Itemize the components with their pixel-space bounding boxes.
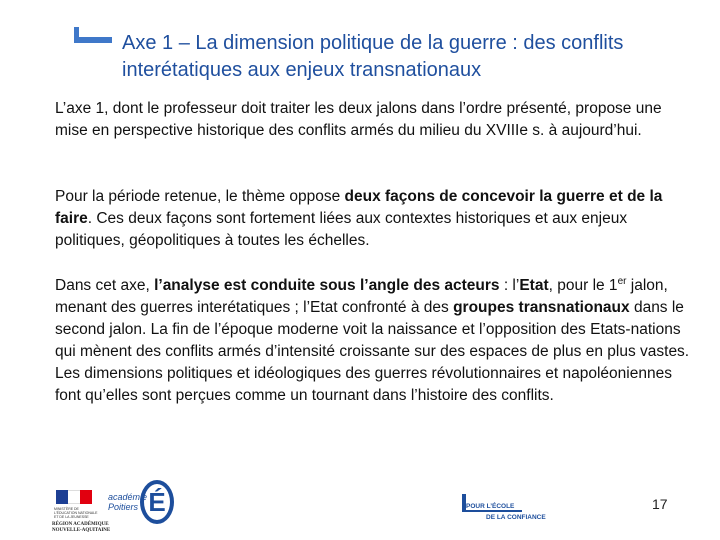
ecole-confiance-logo-icon (462, 494, 582, 528)
paragraph-theme (55, 186, 695, 252)
ecole-logo-bar-horizontal (462, 510, 522, 512)
ecole-logo-line-2: DE LA CONFIANCE (486, 514, 546, 521)
ecole-logo-line-1: POUR L’ÉCOLE (466, 503, 515, 510)
paragraph-theme-text-1: Pour la période retenue, le thème oppose (55, 188, 345, 205)
slide-title: Axe 1 – La dimension politique de la guerre : des conflits interétatiques aux enjeux transnationaux (122, 32, 624, 81)
academie-line-1: académie (108, 492, 148, 502)
paragraph-actors-text-4: jalon, menant des guerres interétatiques ; l’Etat confronté à des (55, 277, 668, 316)
flag-icon (56, 490, 92, 504)
footer-logos (52, 478, 192, 538)
paragraph-actors-bold-3: groupes transnationaux (453, 299, 630, 316)
paragraph-actors-text-2: : l’ (499, 277, 520, 294)
paragraph-actors-text-5: dans le second jalon. La fin de l’époque moderne voit la naissance et l’opposition des Etats-nations qui mènent des conflits armés d’intensité croissante sur des espaces de plus en plus vastes. Les dimensions politiques et idéologiques des guerres révolutionnaires et napoléoniennes font qu’elles sont perçues comme un tournant dans l’histoire des conflits. (55, 299, 690, 404)
paragraph-actors (55, 275, 695, 407)
title-marker-icon (74, 27, 112, 43)
paragraph-intro: L’axe 1, dont le professeur doit traiter les deux jalons dans l’ordre présenté, propose une mise en perspective historique des conflits armés du milieu du XVIIIe s. à aujourd’hui. (55, 100, 662, 139)
academie-line-2: Poitiers (108, 502, 139, 512)
page-number: 17 (652, 496, 668, 512)
region-text: RÉGION ACADÉMIQUE NOUVELLE-AQUITAINE (52, 522, 111, 533)
marianne-flag-logo-icon (52, 486, 111, 534)
ministry-text: MINISTÈRE DE L'ÉDUCATION NATIONALE ET DE LA JEUNESSE (54, 507, 98, 519)
paragraph-actors-sup: er (617, 275, 627, 287)
paragraph-theme-text-2: . Ces deux façons sont fortement liées aux contextes historiques et aux enjeux politiques, géopolitiques à toutes les échelles. (55, 210, 628, 249)
paragraph-actors-bold-1: l’analyse est conduite sous l’angle des acteurs (154, 277, 500, 294)
academie-e-icon: É (140, 480, 174, 524)
paragraph-actors-text-1: Dans cet axe, (55, 277, 155, 294)
academie-logo (108, 478, 168, 528)
paragraph-actors-bold-2: Etat (519, 277, 549, 294)
paragraph-actors-text-3: , pour le 1 (548, 277, 618, 294)
paragraph-theme-bold: deux façons de concevoir la guerre et de la faire (55, 188, 663, 227)
title-marker-horizontal (74, 37, 112, 43)
